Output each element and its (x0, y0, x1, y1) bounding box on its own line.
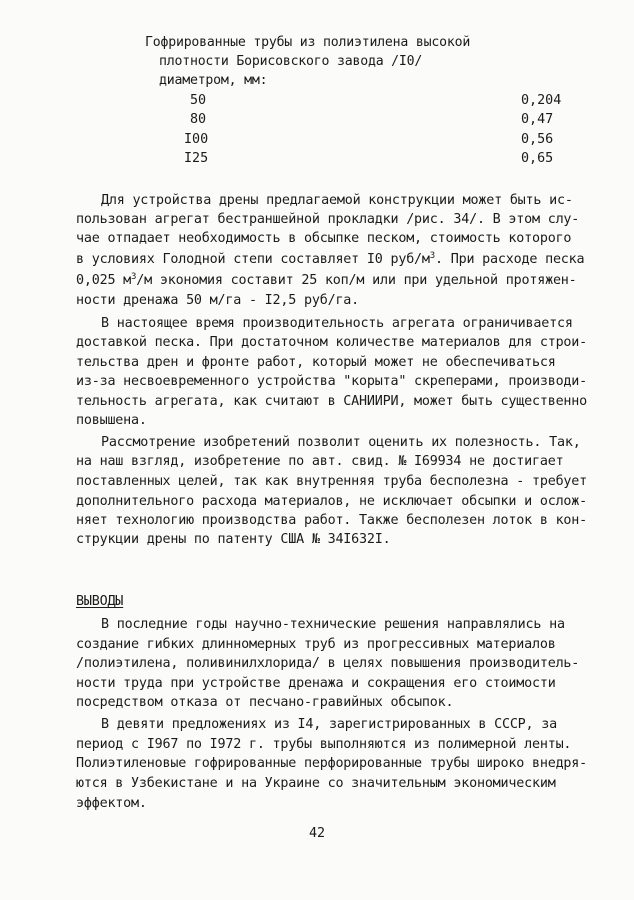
value-cell: 0,47 (521, 112, 554, 127)
diameter-cell: 50 (190, 93, 207, 108)
text-segment: в условиях Голодной степи составляет I0 руб/м (76, 252, 430, 267)
diameter-cell: I00 (184, 132, 209, 147)
text-line: Для устройства дрены предлагаемой конструкции может быть ис- (101, 193, 573, 208)
text-line: Рассмотрение изобретений позволит оценить их полезность. Так, (101, 435, 581, 450)
section-heading: ВЫВОДЫ (76, 594, 124, 609)
text-line: чае отпадает необходимость в обсыпке песком, стоимость которого (76, 231, 572, 246)
text-line (76, 251, 584, 269)
diameter-cell: 80 (190, 112, 207, 127)
text-line: струкции дрены по патенту США № 34I632I. (76, 532, 391, 547)
value-cell: 0,56 (521, 132, 554, 147)
page-number: 42 (308, 826, 326, 841)
superscript: 3 (131, 272, 137, 282)
text-line: ются в Узбекистане и на Украине со значительным экономическим (76, 776, 556, 791)
text-line: поставленных целей, так как внутренняя труба бесполезна - требует (76, 474, 588, 489)
text-line: период с I967 по I972 г. трубы выполняются из полимерной ленты. (76, 737, 572, 752)
text-line: /полиэтилена, поливинилхлорида/ в целях повышения производитель- (76, 656, 580, 671)
text-line: В последние годы научно-технические решения направлялись на (101, 617, 565, 632)
text-line: Полиэтиленовые гофрированные перфорированные трубы широко внедря- (76, 756, 588, 771)
text-segment: /м экономия составит 25 коп/м или при удельной протяжен- (136, 273, 577, 288)
text-line: пользован агрегат бестраншейной прокладки /рис. 34/. В этом слу- (76, 212, 580, 227)
text-line: няет технологию производства работ. Также бесполезен лоток в кон- (76, 513, 588, 528)
text-line: тельства дрен и фронте работ, который может не обеспечиваться (76, 355, 556, 370)
value-cell: 0,65 (521, 151, 554, 166)
text-line (76, 272, 577, 290)
text-line: на наш взгляд, изобретение по авт. свид. № I69934 не достигает (76, 454, 564, 469)
table-title-line: диаметром, мм: (159, 73, 268, 88)
text-line: В девяти предложениях из I4, зарегистрированных в СССР, за (101, 717, 557, 732)
text-line: доставкой песка. При достаточном количестве материалов для строи- (76, 335, 588, 350)
text-line: В настоящее время производительность агрегата ограничивается (101, 316, 573, 331)
table-title-line: Гофрированные трубы из полиэтилена высокой (145, 35, 471, 50)
text-line: посредством отказа от песчано-гравийных обсыпок. (76, 695, 454, 710)
text-line: дополнительного расхода материалов, не исключает обсыпки и ослож- (76, 494, 588, 509)
text-line: повышена. (76, 413, 147, 428)
superscript: 3 (429, 251, 436, 261)
value-cell: 0,204 (521, 93, 562, 108)
text-segment: 0,025 м (76, 273, 132, 288)
table-title-line: плотности Борисовского завода /I0/ (159, 54, 423, 69)
text-line: тельность агрегата, как считают в САНИИРИ, может быть существенно (76, 394, 588, 409)
text-segment: . При расходе песка (435, 252, 585, 267)
diameter-cell: I25 (184, 151, 209, 166)
text-line: ности дренажа 50 м/га - I2,5 руб/га. (76, 293, 360, 308)
text-line: ности труда при устройстве дренажа и сокращения его стоимости (76, 676, 556, 691)
text-line: из-за несвоевременного устройства "корыта" скреперами, производи- (76, 374, 588, 389)
text-line: создание гибких длинномерных труб из прогрессивных материалов (76, 637, 556, 652)
text-line: эффектом. (76, 796, 147, 811)
